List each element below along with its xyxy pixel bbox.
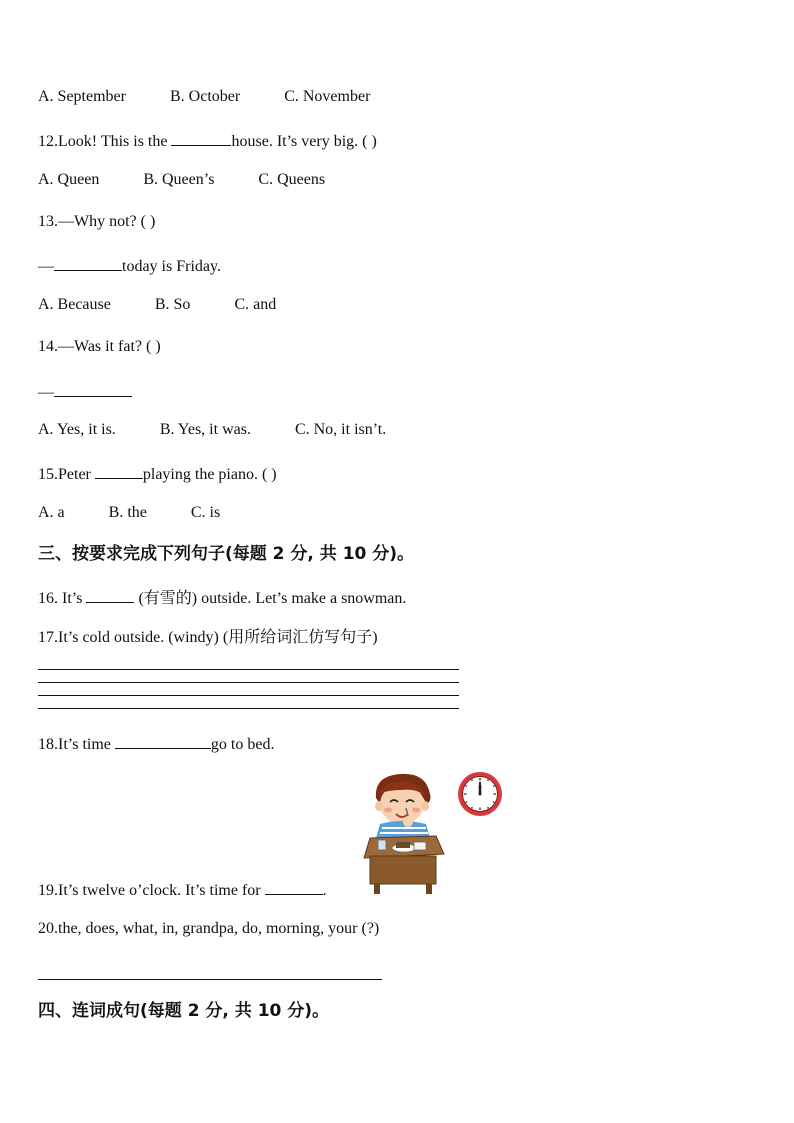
q12-option-c: C. Queens (258, 171, 326, 188)
q15-blank[interactable] (95, 462, 143, 479)
q18-prefix: 18.It’s time (38, 736, 115, 753)
q11-option-a: A. September (38, 88, 126, 105)
q15-question (38, 462, 277, 485)
q12-question (38, 129, 377, 152)
clock-icon (456, 770, 504, 818)
q12-option-a: A. Queen (38, 171, 100, 188)
section3-title: 三、按要求完成下列句子(每题 2 分, 共 10 分)。 (38, 544, 415, 564)
q16-question (38, 586, 406, 609)
q14-answer-dash: — (38, 384, 54, 401)
section4-title: 四、连词成句(每题 2 分, 共 10 分)。 (38, 1001, 330, 1021)
q15-option-c: C. is (190, 504, 221, 521)
q14-option-b: B. Yes, it was. (159, 421, 251, 438)
q19-question (38, 878, 327, 901)
q20-answer-line[interactable] (38, 979, 382, 980)
q15-prefix: 15.Peter (38, 466, 95, 483)
q20-question: 20.the, does, what, in, grandpa, do, morning, your (?) (38, 920, 380, 937)
q17-answer-line-4[interactable] (38, 708, 459, 709)
q14-blank[interactable] (54, 380, 132, 397)
q13-answer (38, 254, 221, 277)
q19-suffix: . (322, 882, 327, 899)
q18-suffix: go to bed. (210, 736, 275, 753)
q17-answer-line-3[interactable] (38, 695, 459, 696)
q14-prompt: 14.—Was it fat? ( ) (38, 338, 161, 355)
q13-answer-dash: — (38, 258, 54, 275)
q11-options (38, 87, 370, 107)
q16-prefix: 16. It’s (38, 590, 87, 607)
q13-blank[interactable] (54, 254, 122, 271)
q12-blank[interactable] (171, 129, 231, 146)
q15-options (38, 503, 220, 523)
boy-eating-icon (360, 768, 456, 896)
q13-prompt: 13.—Why not? ( ) (38, 213, 156, 230)
q18-blank[interactable] (115, 732, 211, 749)
q11-option-c: C. November (284, 88, 371, 105)
q13-options (38, 295, 276, 315)
q18-question (38, 732, 274, 755)
q16-suffix: (有雪的) outside. Let’s make a snowman. (134, 590, 407, 607)
q14-option-c: C. No, it isn’t. (294, 421, 387, 438)
q12-suffix: house. It’s very big. ( ) (231, 133, 377, 150)
q12-option-b: B. Queen’s (143, 171, 215, 188)
q12-options (38, 170, 325, 190)
q13-option-a: A. Because (38, 296, 111, 313)
q11-option-b: B. October (169, 88, 241, 105)
q15-option-a: A. a (38, 504, 65, 521)
q15-option-b: B. the (108, 504, 147, 521)
q13-option-b: B. So (154, 296, 191, 313)
q13-answer-suffix: today is Friday. (122, 258, 221, 275)
q15-suffix: playing the piano. ( ) (142, 466, 277, 483)
q17-question: 17.It’s cold outside. (windy) (用所给词汇仿写句子) (38, 629, 378, 646)
q14-options (38, 420, 386, 440)
q16-blank[interactable] (86, 586, 134, 603)
q13-option-c: C. and (234, 296, 277, 313)
q12-prefix: 12.Look! This is the (38, 133, 172, 150)
q17-answer-line-1[interactable] (38, 669, 459, 670)
q19-blank[interactable] (265, 878, 323, 895)
q17-answer-line-2[interactable] (38, 682, 459, 683)
q14-option-a: A. Yes, it is. (38, 421, 116, 438)
q19-prefix: 19.It’s twelve o’clock. It’s time for (38, 882, 265, 899)
q14-answer (38, 380, 132, 403)
